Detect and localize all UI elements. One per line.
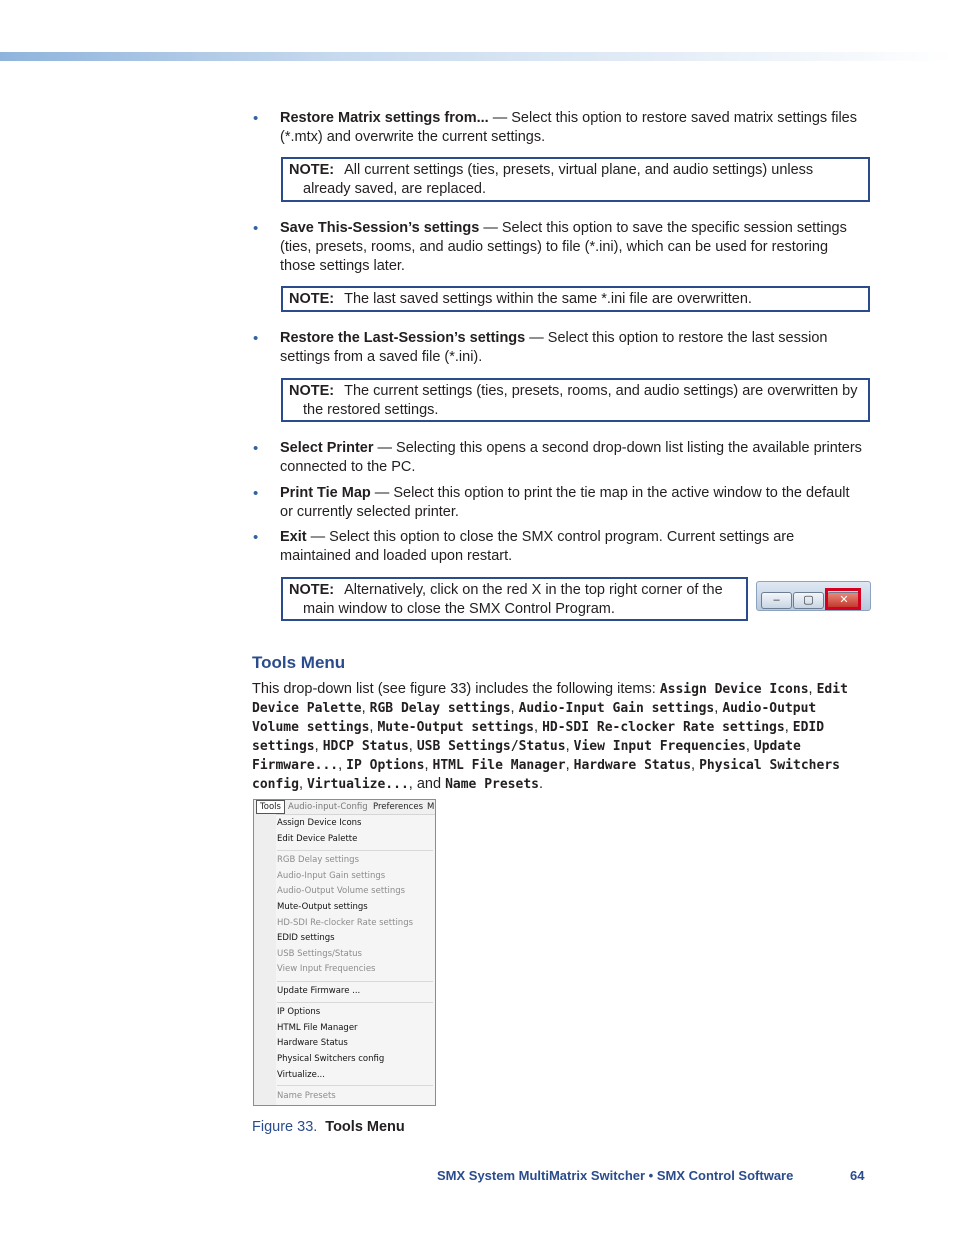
menu-preferences: Preferences	[373, 802, 423, 812]
menu-item-name: Mute-Output settings	[377, 720, 535, 735]
maximize-icon: ▢	[793, 592, 824, 609]
menu-bar	[254, 800, 435, 815]
menu-item[interactable]: EDID settings	[277, 933, 335, 943]
bullet-print-tie-map: • Print Tie Map — Select this option to print the tie map in the active window to the default or currently selected printer.	[280, 484, 865, 522]
menu-items	[254, 814, 435, 1105]
menu-item-name: USB Settings/Status	[416, 739, 566, 754]
menu-item[interactable]: Assign Device Icons	[277, 818, 362, 828]
menu-item: HD-SDI Re-clocker Rate settings	[277, 918, 414, 928]
menu-item[interactable]: Hardware Status	[277, 1038, 348, 1048]
menu-tools: Tools	[256, 800, 285, 814]
menu-item-name: Physical Switchers config	[252, 758, 840, 792]
menu-separator	[277, 981, 433, 982]
bullet-restore-last-session: • Restore the Last-Session’s settings — Select this option to restore the last session settings from a saved file (*.ini).	[280, 329, 865, 367]
figure-caption: Figure 33. Tools Menu	[252, 1119, 405, 1135]
menu-item-name: IP Options	[346, 758, 425, 773]
note-box: NOTE: The current settings (ties, presets, rooms, and audio settings) are overwritten by the restored settings.	[281, 378, 870, 422]
intro-text: This drop-down list (see figure 33) includes the following items:	[252, 681, 660, 697]
note-box: NOTE: Alternatively, click on the red X in the top right corner of the main window to close the SMX Control Program.	[281, 577, 748, 621]
menu-item-name: Update Firmware...	[252, 739, 801, 773]
close-highlight	[825, 588, 861, 610]
menu-item-name: Virtualize...	[307, 777, 409, 792]
page-number: 64	[850, 1168, 865, 1183]
menu-item[interactable]: HTML File Manager	[277, 1023, 358, 1033]
menu-item-name: HTML File Manager	[432, 758, 566, 773]
menu-audio-input-config: Audio-input-Config	[288, 802, 368, 812]
bullet-exit: • Exit — Select this option to close the SMX control program. Current settings are maintained and loaded upon restart.	[280, 528, 865, 566]
menu-item-name: Assign Device Icons	[659, 682, 809, 697]
menu-item: Audio-Output Volume settings	[277, 886, 406, 896]
menu-more: M	[427, 802, 435, 812]
footer-title: SMX System MultiMatrix Switcher • SMX Control Software	[437, 1168, 794, 1183]
minimize-icon: –	[761, 592, 792, 609]
bullet-select-printer: • Select Printer — Selecting this opens a second drop-down list listing the available printers connected to the PC.	[280, 439, 865, 477]
menu-item[interactable]: Virtualize...	[277, 1070, 325, 1080]
menu-item[interactable]: Physical Switchers config	[277, 1054, 385, 1064]
bullet-save-session: • Save This-Session’s settings — Select this option to save the specific session settings (ties, presets, rooms, and audio settings) to file (*.ini), which can be used for restoring those settings later.	[280, 219, 865, 276]
period: .	[538, 776, 544, 792]
menu-item-name: RGB Delay settings	[369, 701, 511, 716]
menu-separator	[277, 1085, 433, 1086]
menu-item: Name Presets	[277, 1091, 336, 1101]
menu-item-name: EDID settings	[252, 720, 825, 754]
bullet-restore-matrix: • Restore Matrix settings from... — Select this option to restore saved matrix settings files (*.mtx) and overwrite the current settings.	[280, 109, 865, 147]
menu-item: Audio-Input Gain settings	[277, 871, 386, 881]
menu-item-name: HD-SDI Re-clocker Rate settings	[542, 720, 785, 735]
menu-separator	[277, 1002, 433, 1003]
menu-item[interactable]: Mute-Output settings	[277, 902, 368, 912]
menu-separator	[277, 850, 433, 851]
menu-item[interactable]: Update Firmware ...	[277, 986, 361, 996]
menu-item-name: Name Presets	[445, 777, 539, 792]
joiner: , and	[408, 776, 446, 792]
close-icon: ✕	[827, 592, 861, 609]
tools-menu-figure	[253, 799, 436, 1106]
menu-item: USB Settings/Status	[277, 949, 362, 959]
menu-item[interactable]: Edit Device Palette	[277, 834, 358, 844]
section-heading: Tools Menu	[252, 653, 346, 672]
menu-item-name: Edit Device Palette	[252, 682, 848, 716]
note-box: NOTE: The last saved settings within the same *.ini file are overwritten.	[281, 286, 870, 312]
menu-item-name: HDCP Status	[322, 739, 409, 754]
tools-intro-paragraph: This drop-down list (see figure 33) includes the following items: Assign Device Icons, Edit Device Palette, RGB Delay settings, Audio-Input Gain settings, Audio-Output Volume settings, Mute-Output settings, HD-SDI Re-clocker Rate settings, EDID settings, HDCP Status, USB Settings/Status, View Input Frequencies, Update Firmware..., IP Options, HTML File Manager, Hardware Status, Physical Switchers config, Virtualize..., and Name Presets.	[252, 681, 848, 792]
menu-item: RGB Delay settings	[277, 855, 359, 865]
menu-item-name: Audio-Output Volume settings	[252, 701, 817, 735]
header-bar	[0, 52, 954, 61]
menu-item: View Input Frequencies	[277, 964, 376, 974]
menu-item[interactable]: IP Options	[277, 1007, 321, 1017]
menu-item-name: View Input Frequencies	[573, 739, 746, 754]
note-box: NOTE: All current settings (ties, presets, virtual plane, and audio settings) unless already saved, are replaced.	[281, 157, 870, 202]
menu-item-name: Audio-Input Gain settings	[518, 701, 715, 716]
menu-item-name: Hardware Status	[573, 758, 692, 773]
